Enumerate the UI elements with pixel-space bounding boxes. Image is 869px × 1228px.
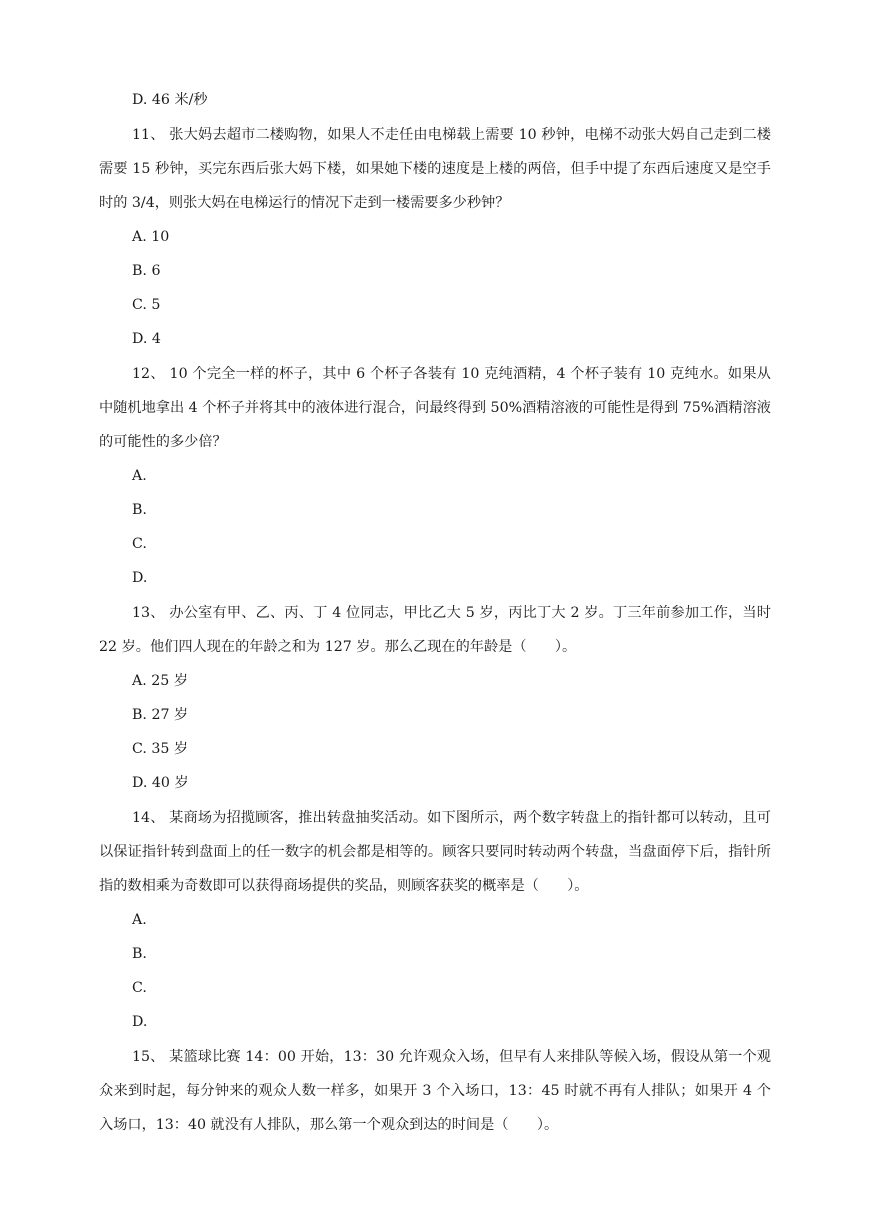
q14-option-a: A.	[132, 912, 147, 928]
q14-option-d: D.	[132, 1014, 148, 1030]
q12-option-b: B.	[132, 502, 147, 518]
q12-stem: 12、 10 个完全一样的杯子，其中 6 个杯子各装有 10 克纯酒精，4 个杯子装有 10 克纯水。如果从中随机地拿出 4 个杯子并将其中的液体进行混合，问最终得到 50%酒精溶液的可能性是得到 75%酒精溶液的可能性的多少倍？	[99, 366, 771, 450]
q11-stem: 11、 张大妈去超市二楼购物，如果人不走任由电梯载上需要 10 秒钟，电梯不动张大妈自己走到二楼需要 15 秒钟，买完东西后张大妈下楼，如果她下楼的速度是上楼的两倍，但手中提了东西后速度又是空手时的 3/4，则张大妈在电梯运行的情况下走到一楼需要多少秒钟？	[99, 127, 771, 211]
q12-option-c: C.	[132, 536, 147, 552]
q14-option-c: C.	[132, 980, 147, 996]
q13-option-b: B. 27 岁	[132, 707, 189, 723]
q12-option-a: A.	[132, 468, 147, 484]
q15-stem: 15、 某篮球比赛 14：00 开始，13：30 允许观众入场，但早有人来排队等候入场，假设从第一个观众来到时起，每分钟来的观众人数一样多，如果开 3 个入场口，13：45 时就不再有人排队；如果开 4 个入场口，13：40 就没有人排队，那么第一个观众到达的时间是（ ）。	[99, 1049, 771, 1133]
q11-option-c: C. 5	[132, 297, 161, 313]
q14-option-b: B.	[132, 946, 147, 962]
q11-option-a: A. 10	[132, 229, 170, 245]
q13-option-a: A. 25 岁	[132, 673, 189, 689]
q12-option-d: D.	[132, 570, 148, 586]
q14-stem: 14、 某商场为招揽顾客，推出转盘抽奖活动。如下图所示，两个数字转盘上的指针都可以转动，且可以保证指针转到盘面上的任一数字的机会都是相等的。顾客只要同时转动两个转盘，当盘面停下后，指针所指的数相乘为奇数即可以获得商场提供的奖品，则顾客获奖的概率是（ ）。	[99, 810, 771, 894]
q13-option-c: C. 35 岁	[132, 741, 189, 757]
q13-stem: 13、 办公室有甲、乙、丙、丁 4 位同志，甲比乙大 5 岁，丙比丁大 2 岁。丁三年前参加工作，当时 22 岁。他们四人现在的年龄之和为 127 岁。那么乙现在的年龄是（ ）。	[99, 605, 771, 655]
q10-option-d: D. 46 米/秒	[132, 92, 208, 108]
q11-option-b: B. 6	[132, 263, 161, 279]
q13-option-d: D. 40 岁	[132, 775, 189, 791]
q11-option-d: D. 4	[132, 331, 161, 347]
